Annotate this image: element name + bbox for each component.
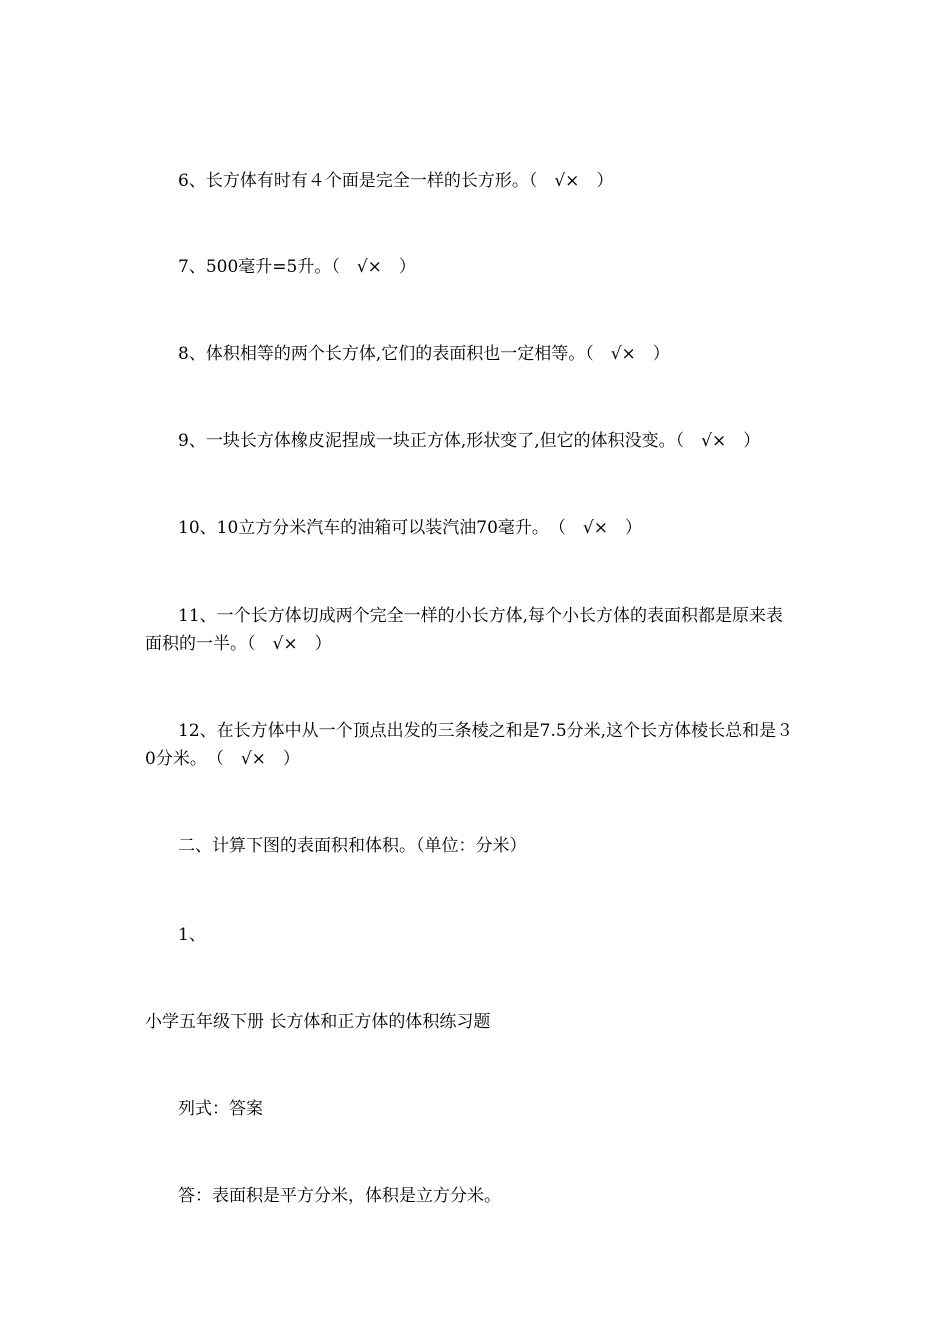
formula-line: 列式：答案 [178, 1099, 263, 1119]
question-7: 7、500毫升=5升。（ √× ） [178, 257, 416, 277]
question-10: 10、10立方分米汽车的油箱可以装汽油70毫升。 （ √× ） [178, 518, 642, 538]
section-2-heading: 二、计算下图的表面积和体积。（单位：分米） [178, 836, 527, 856]
question-12-line2: 0分米。 （ √× ） [145, 749, 300, 769]
document-title: 小学五年级下册 长方体和正方体的体积练习题 [145, 1012, 491, 1032]
question-8: 8、体积相等的两个长方体,它们的表面积也一定相等。（ √× ） [178, 344, 670, 364]
question-11-line1: 11、一个长方体切成两个完全一样的小长方体,每个小长方体的表面积都是原来表 [178, 606, 784, 626]
question-9: 9、一块长方体橡皮泥捏成一块正方体,形状变了,但它的体积没变。（ √× ） [178, 431, 761, 451]
question-12-line1: 12、在长方体中从一个顶点出发的三条棱之和是7.5分米,这个长方体棱长总和是３ [178, 721, 794, 741]
question-6: 6、长方体有时有４个面是完全一样的长方形。（ √× ） [178, 171, 614, 191]
section-2-item-1: 1、 [178, 925, 206, 945]
answer-line: 答：表面积是平方分米，体积是立方分米。 [178, 1186, 501, 1206]
question-11-line2: 面积的一半。（ √× ） [145, 634, 332, 654]
